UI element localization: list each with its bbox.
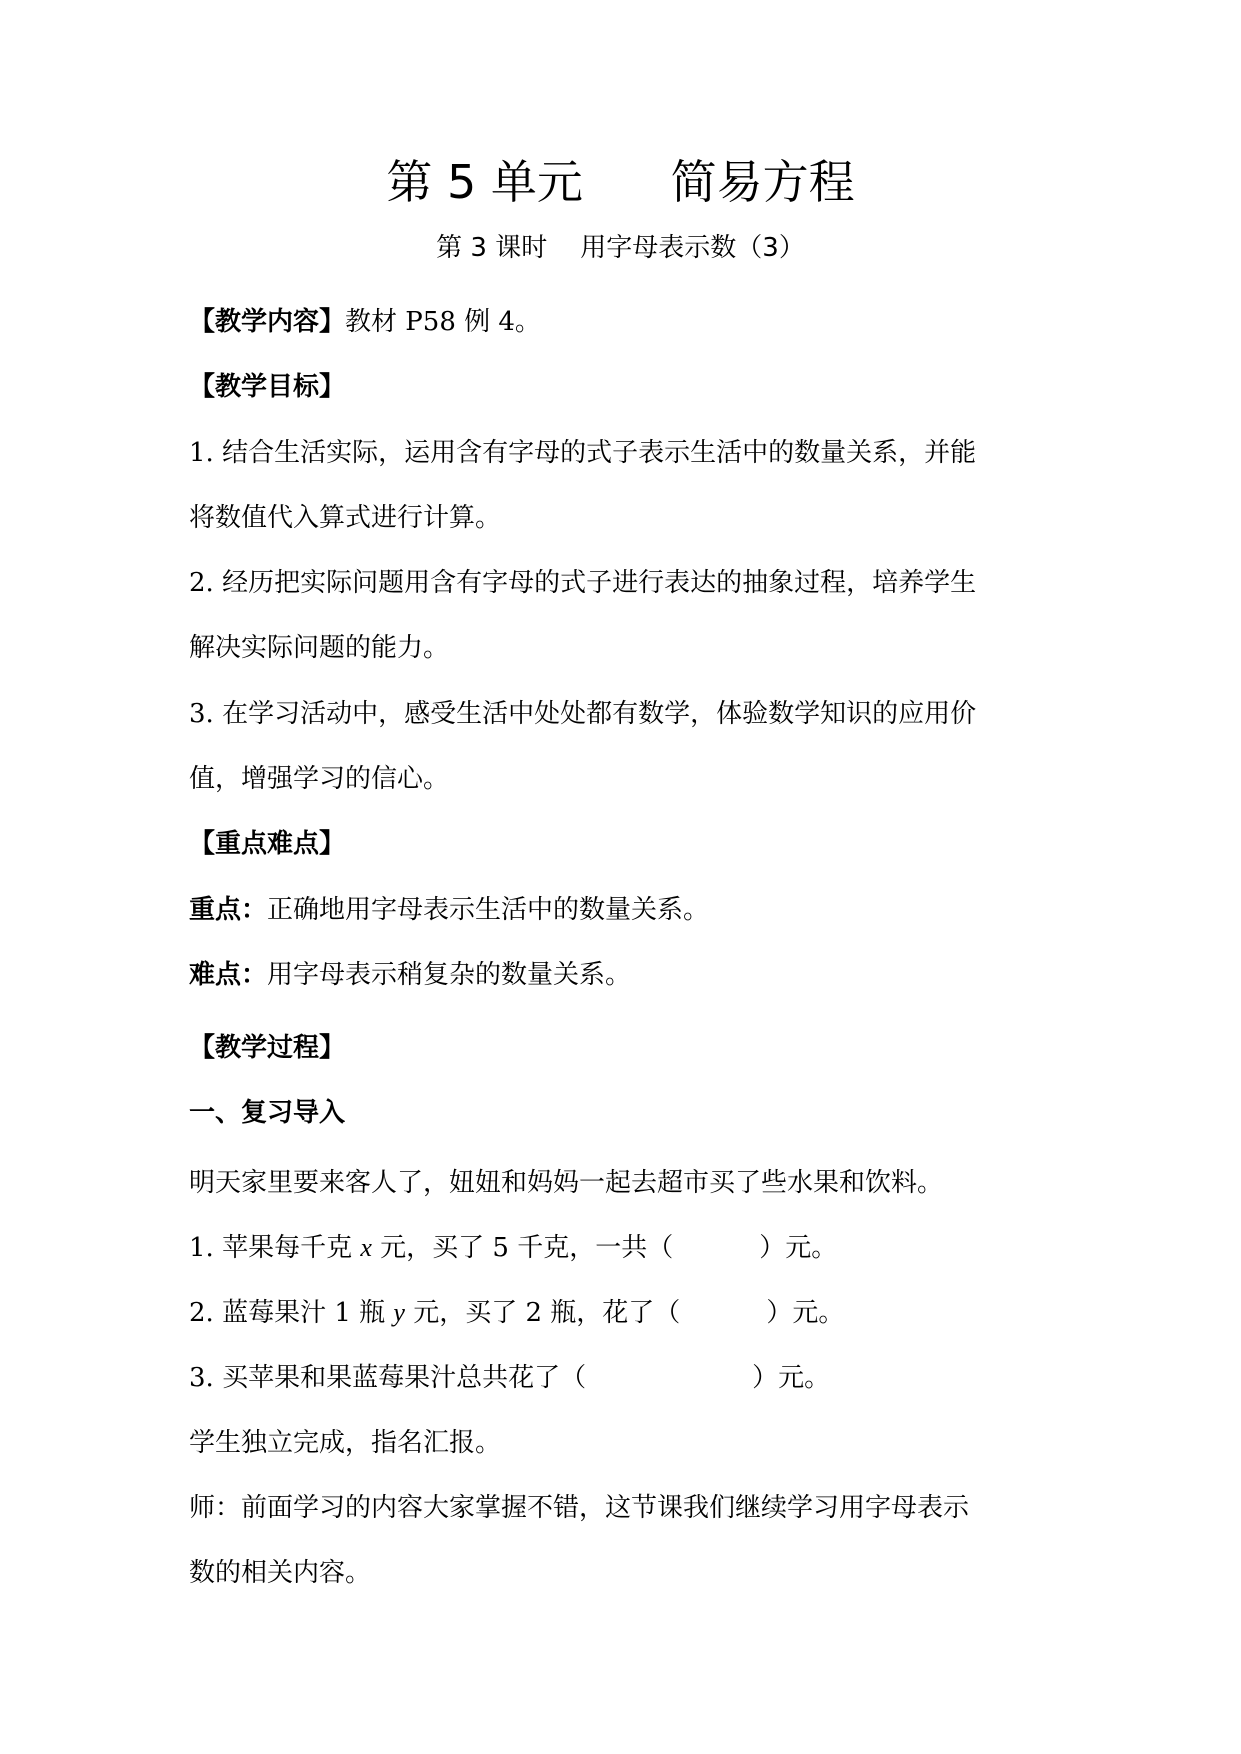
objective-3-line-1: 3. 在学习活动中，感受生活中处处都有数学，体验数学知识的应用价 [189,699,977,729]
objective-1-line-2: 将数值代入算式进行计算。 [189,503,502,533]
teaching-content-label: 【教学内容】 [189,307,346,337]
objective-2-line-1: 2. 经历把实际问题用含有字母的式子进行表达的抽象过程，培养学生 [189,568,977,598]
key-point-label: 重点： [189,895,268,925]
objective-3-line-2: 值，增强学习的信心。 [189,764,450,794]
difficult-point-text: 用字母表示稍复杂的数量关系。 [267,960,632,990]
key-points-heading: 【重点难点】 [189,829,346,859]
question-3 [189,1358,1051,1398]
variable-x: x [360,1233,372,1262]
unit-title: 第 5 单元 简易方程 [386,155,855,209]
question-2 [189,1293,1051,1333]
teacher-line-2: 数的相关内容。 [189,1558,372,1588]
question-1 [189,1228,1051,1268]
teaching-content-text: 教材 P58 例 4。 [345,307,541,337]
section-review-heading: 一、复习导入 [189,1098,346,1128]
question-1-text-c: ）元。 [759,1233,838,1263]
difficult-point [189,955,1051,995]
lesson-subtitle: 第 3 课时 用字母表示数（3） [436,233,805,263]
question-2-text-a: 2. 蓝莓果汁 1 瓶 [189,1298,394,1328]
intro-paragraph: 明天家里要来客人了，妞妞和妈妈一起去超市买了些水果和饮料。 [189,1168,944,1198]
teaching-content [189,302,1051,342]
process-heading: 【教学过程】 [189,1033,346,1063]
difficult-point-label: 难点： [189,960,268,990]
key-point [189,890,1051,930]
student-activity: 学生独立完成，指名汇报。 [189,1428,502,1458]
objectives-heading: 【教学目标】 [189,372,346,402]
question-3-text-c: ）元。 [752,1363,831,1393]
question-2-text-c: ）元。 [766,1298,845,1328]
objective-1-line-1: 1. 结合生活实际，运用含有字母的式子表示生活中的数量关系，并能 [189,438,977,468]
question-3-text-a: 3. 买苹果和果蓝莓果汁总共花了（ [189,1363,587,1393]
objective-2-line-2: 解决实际问题的能力。 [189,633,450,663]
question-1-text-a: 1. 苹果每千克 [189,1233,361,1263]
teacher-line-1: 师：前面学习的内容大家掌握不错，这节课我们继续学习用字母表示 [189,1493,970,1523]
variable-y: y [393,1298,405,1327]
question-2-text-b: 元，买了 2 瓶，花了（ [404,1298,681,1328]
question-1-text-b: 元，买了 5 千克，一共（ [371,1233,674,1263]
key-point-text: 正确地用字母表示生活中的数量关系。 [267,895,710,925]
